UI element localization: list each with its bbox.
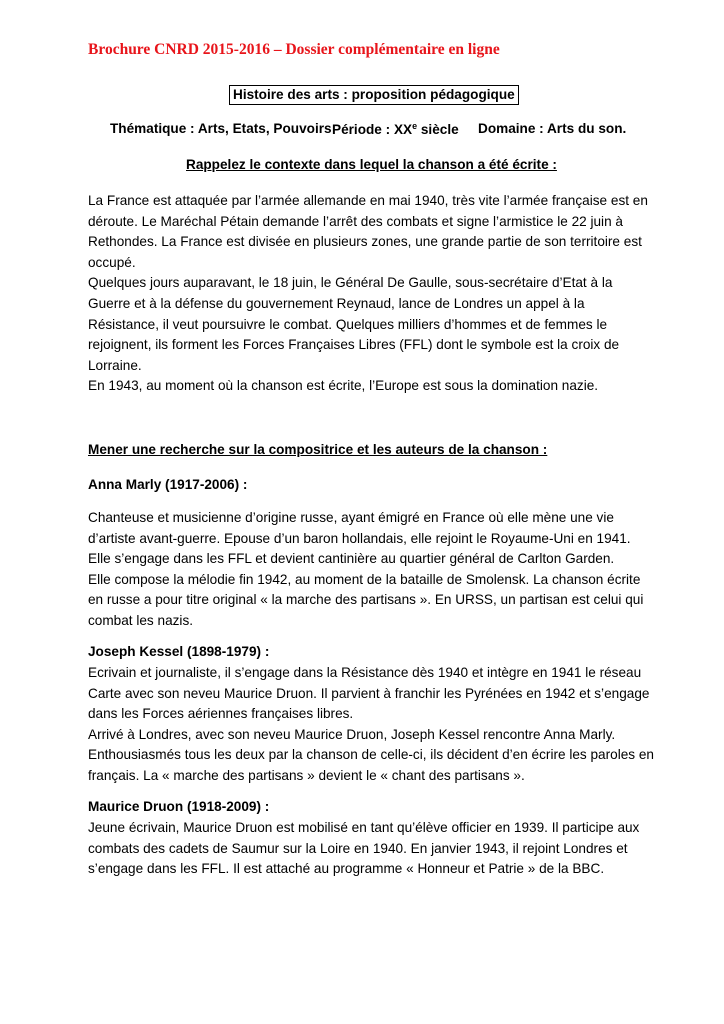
text-line: occupé. <box>88 254 136 270</box>
context-heading: Rappelez le contexte dans lequel la chanson a été écrite : <box>186 157 557 172</box>
text-line: d’artiste avant-guerre. Epouse d’un baron hollandais, elle rejoint le Royaume-Uni en 1941. <box>88 530 631 546</box>
text-line: Résistance, il veut poursuivre le combat. Quelques milliers d’hommes et de femmes le <box>88 316 608 332</box>
text-line: Chanteuse et musicienne d’origine russe, ayant émigré en France où elle mène une vie <box>88 510 614 525</box>
brochure-title: Brochure CNRD 2015-2016 – Dossier complémentaire en ligne <box>88 41 500 58</box>
text-line: Jeune écrivain, Maurice Druon est mobilisé en tant qu’élève officier en 1939. Il participe aux <box>88 820 640 835</box>
text-line: Guerre et à la défense du gouvernement Reynaud, lance de Londres un appel à la <box>88 295 585 311</box>
text-line: La France est attaquée par l’armée allemande en mai 1940, très vite l’armée française est en <box>88 193 648 208</box>
periode-prefix: Période : XX <box>332 122 413 137</box>
text-line: déroute. Le Maréchal Pétain demande l’arrêt des combats et signe l’armistice le 22 juin à <box>88 213 623 229</box>
text-line: s’engage dans les FFL. Il est attaché au programme « Honneur et Patrie » de la BBC. <box>88 861 605 877</box>
context-paragraph <box>88 191 648 397</box>
periode-suffix: siècle <box>417 122 459 137</box>
marly-heading: Anna Marly (1917-2006) : <box>88 477 248 492</box>
thematique-label: Thématique : Arts, Etats, Pouvoirs <box>110 121 332 136</box>
text-line: Arrivé à Londres, avec son neveu Maurice Druon, Joseph Kessel rencontre Anna Marly. <box>88 726 616 742</box>
text-line: Quelques jours auparavant, le 18 juin, le Général De Gaulle, sous-secrétaire d’Etat à la <box>88 275 613 291</box>
text-line: Lorraine. <box>88 357 142 373</box>
text-line: français. La « marche des partisans » devient le « chant des partisans ». <box>88 767 525 783</box>
kessel-heading: Joseph Kessel (1898-1979) : <box>88 644 270 659</box>
text-line: dans les Forces aériennes françaises libres. <box>88 706 354 722</box>
text-line: Carte avec son neveu Maurice Druon. Il parvient à franchir les Pyrénées en 1942 et s’engage <box>88 685 650 701</box>
domaine-label: Domaine : Arts du son. <box>478 121 627 136</box>
text-line: combats des cadets de Saumur sur la Loire en 1940. En janvier 1943, il rejoint Londres et <box>88 840 628 856</box>
text-line: Enthousiasmés tous les deux par la chanson de celle-ci, ils décident d’en écrire les paroles en <box>88 747 654 763</box>
periode-label <box>332 121 459 137</box>
periode-sup: e <box>412 121 418 131</box>
kessel-paragraph <box>88 663 654 787</box>
text-line: Rethondes. La France est divisée en plusieurs zones, une grande partie de son territoire est <box>88 234 642 250</box>
marly-paragraph <box>88 508 643 632</box>
text-line: rejoignent, ils forment les Forces Françaises Libres (FFL) dont le symbole est la croix de <box>88 337 620 353</box>
text-line: En 1943, au moment où la chanson est écrite, l’Europe est sous la domination nazie. <box>88 378 599 394</box>
druon-paragraph <box>88 818 639 880</box>
text-line: Elle s’engage dans les FFL et devient cantinière au quartier général de Carlton Garden. <box>88 551 615 567</box>
boxed-title: Histoire des arts : proposition pédagogique <box>229 85 519 105</box>
research-heading: Mener une recherche sur la compositrice et les auteurs de la chanson : <box>88 442 548 457</box>
text-line: Elle compose la mélodie fin 1942, au moment de la bataille de Smolensk. La chanson écrite <box>88 571 641 587</box>
text-line: Ecrivain et journaliste, il s’engage dans la Résistance dès 1940 et intègre en 1941 le réseau <box>88 665 642 680</box>
druon-heading: Maurice Druon (1918-2009) : <box>88 799 270 814</box>
text-line: combat les nazis. <box>88 612 194 628</box>
text-line: en russe a pour titre original « la marche des partisans ». En URSS, un partisan est celui qui <box>88 592 644 608</box>
